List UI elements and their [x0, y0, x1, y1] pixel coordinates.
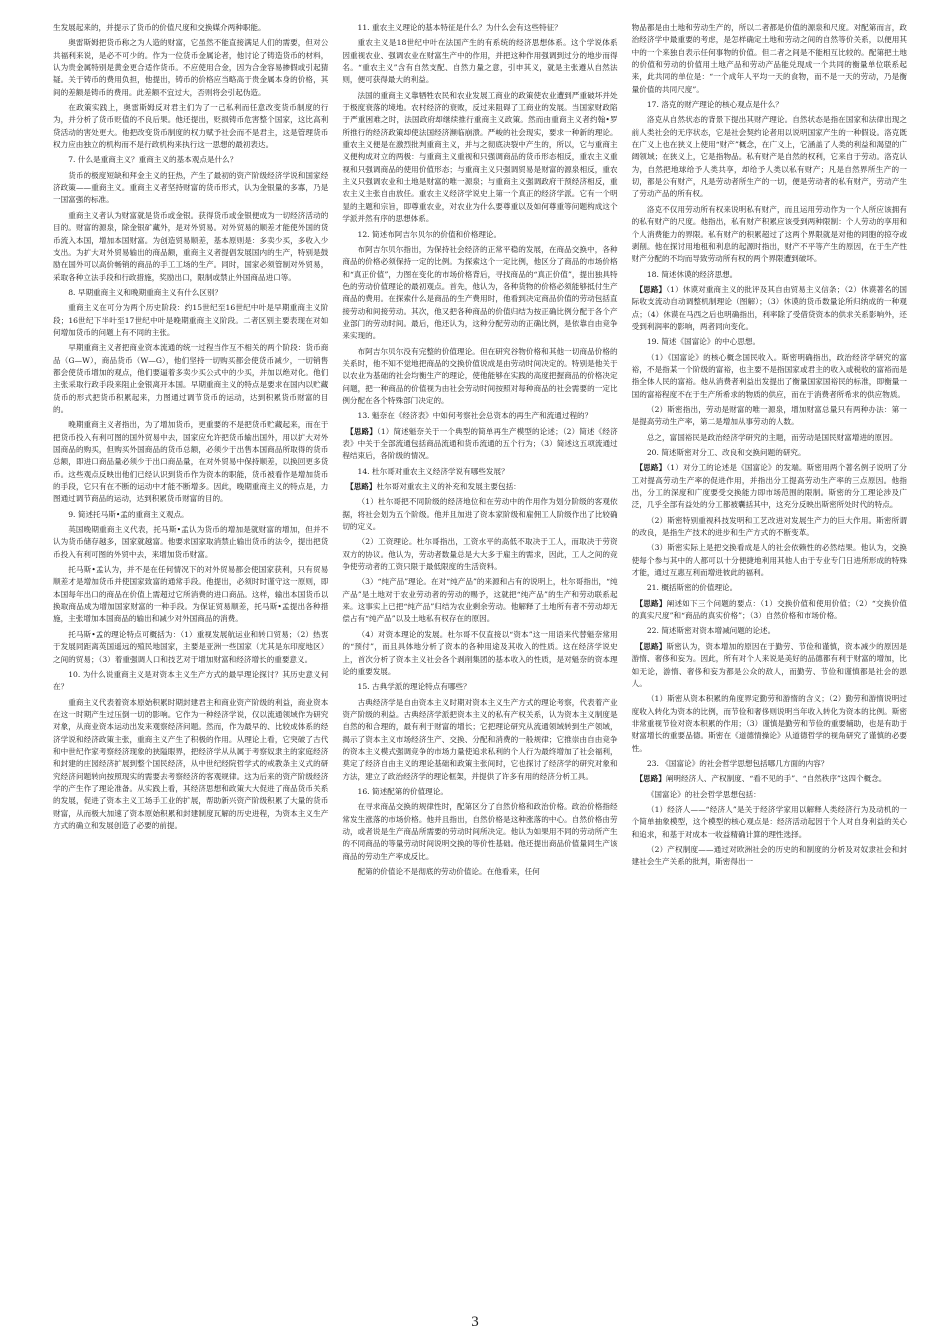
body-paragraph	[632, 404, 907, 429]
body-paragraph	[53, 37, 328, 99]
body-paragraph	[632, 542, 907, 579]
body-paragraph	[342, 536, 617, 573]
question-heading	[632, 625, 907, 637]
paragraph-text: 14. 杜尔哥对重农主义经济学说有哪些发展？	[357, 466, 509, 476]
outline-label: 【思路】	[635, 774, 666, 784]
paragraph-text: 物品都是由土地和劳动生产的，所以二者都是价值的源泉和尺度。对配第而言，政治经济学中最重要的考虑，是怎样确定土地和劳动之间的自然等价关系，以便用其中的一个来独自表示任何事物的价值。但二者之间是不能相互比较的。配第把土地的价值和劳动的价值用土地产品和劳动产品能兑现成一个共同的衡量单位联系起来，此共同的单位是：“一个成年人平均一天的食物，而不是一天的劳动，乃是衡量价值的共同尺度”。	[631, 23, 907, 94]
body-paragraph	[342, 496, 617, 533]
answer-outline	[632, 641, 907, 690]
body-paragraph	[53, 524, 328, 561]
paragraph-text: 英国晚期重商主义代表，托马斯•孟认为货币的增加是就财富的增加，但并不认为货币储存越多，国家就越富。他要求国家取消禁止输出货币的法令，提出把货币投入有利可图的外贸中去，来增加货币财富。	[53, 525, 329, 559]
paragraph-text: 重商主义代表着资本原始积累时期封建君主和商业资产阶级的利益，商业资本在这一时期产生过压倒一切的影响。它作为一种经济学说，仅以流通领域作为研究对象，从商业资本运动出发来观察经济问题。然而，作为最早的、比较成体系的经济学说和经济政策主张，重商主义产生了积极的作用。从理论上看，它突破了古代和中世纪作家考察经济现象的狭隘眼界，把经济学从从属于考察奴隶主的家庭经济和封建的庄园经济扩展到整个国民经济，从中世纪经院哲学式的戒教条主义式的研究经济问题转向按照现实的需要去考察经济的客观规律。这为后来的资产阶级经济学的产生作了理论准备。从实践上看，其经济思想和政策大大促进了商品货币关系的发展，促进了资本主义工场手工业的扩展，帮助新兴资产阶级积累了大量的货币财富，从而极大加速了资本原始积累和封建制度瓦解的历史进程，为资本主义生产方式的确立和发展创造了必要的前提。	[53, 697, 329, 830]
answer-outline	[632, 462, 907, 511]
paragraph-text: （1）经济人——“经济人”是关于经济学家用以解释人类经济行为及动机的一个简单抽象模型，这个模型的核心观点是：经济活动起因于个人对自身利益的关心和追求，和基于对成本一收益精确计算的理性选择。	[631, 804, 907, 839]
body-paragraph	[53, 170, 328, 207]
paragraph-text: 托马斯•孟的理论特点可概括为：（1）重视发展航运业和转口贸易；（2）热衷于发展同距离英国遥远的殖民地国家，主要是亚洲一些国家（尤其是东印度地区）之间的贸易；（3）着重强调人口和技艺对于增加财富和经济增长的重要意义。	[53, 629, 329, 664]
question-heading	[632, 99, 907, 111]
question-heading	[53, 669, 328, 694]
body-paragraph	[53, 419, 328, 505]
outline-label: 【思路】	[346, 426, 377, 436]
body-paragraph	[632, 352, 907, 401]
body-paragraph	[342, 866, 617, 878]
body-paragraph	[53, 564, 328, 626]
text-column-middle	[342, 22, 617, 1312]
paragraph-text: 杜尔哥对重农主义的补充和发展主要包括：	[376, 482, 521, 492]
paragraph-text: 8. 早期重商主义和晚期重商主义有什么区别？	[68, 287, 223, 297]
body-paragraph	[632, 432, 907, 444]
body-paragraph	[342, 244, 617, 343]
text-column-left	[53, 22, 328, 1312]
body-paragraph	[342, 90, 617, 226]
question-heading	[342, 786, 617, 798]
answer-outline	[632, 598, 907, 623]
paragraph-text: 斯密认为，资本增加的原因在于勤劳、节俭和谨慎，资本减少的原因是游惰、奢侈和妄为。因此，所有对个人来说是美好的品德都有利于财富的增加，比如无论，游惰、奢侈和妄为都是公众的敌人，而勤劳、节俭和谨慎都是社会的恩人。	[631, 641, 907, 688]
body-paragraph	[342, 697, 617, 783]
body-paragraph	[53, 342, 328, 416]
body-paragraph	[342, 37, 617, 86]
outline-label: 【思路】	[635, 463, 667, 473]
body-paragraph	[632, 515, 907, 540]
paragraph-text: （2）斯密指出，劳动是财富的唯一源泉，增加财富总量只有两种办法：第一是提高劳动生产率，第二是增加从事劳动的人数。	[631, 404, 907, 427]
paragraph-text: 早期重商主义者把商业资本流通的统一过程当作互不相关的两个阶段：货币商品（G—W），商品货币（W—G），他们坚持一切购买都会使货币减少，一切销售都会使货币增加的观点，他们要逼着多卖少买公式中的少买，并加以绝对化。他们主张采取行政手段来阻止金银离开本国。早期重商主义的特点是要求在国内以贮藏货币的形式把货币积累起来，力图通过调节货币的运动，达到积累货币财富的目的。	[53, 343, 329, 414]
question-heading	[342, 466, 617, 478]
paragraph-text: 布阿吉尔贝尔指出，为保持社会经济的正常平稳的发展，在商品交换中，各种商品的价格必须保持一定的比例。为探索这个一定比例，他区分了商品的市场价格和“真正价值”，力图在变化的市场价格背后，寻找商品的“真正价值”，提出独具特色的劳动价值理论的最初观点。首先，他认为，各种货物的价格必须能够抵付生产商品的费用。在探索什么是商品的生产费用时，他看到决定商品价值的劳动包括直接劳动和间接劳动。其次，他又把各种商品的价值归结为按正确比例分配于各个产业部门的劳动时间。最后，他还认为，这种分配劳动的正确比例，是依靠自由竞争来实现的。	[342, 244, 618, 341]
question-heading	[342, 681, 617, 693]
body-paragraph	[632, 789, 907, 801]
paragraph-text: 货币的极度短缺和拜金主义的狂热，产生了最初的资产阶级经济学说和国家经济政策——重商主义。重商主义者坚持财富的货币形式，认为金银量的多寡，乃是一国富强的标准。	[53, 170, 329, 205]
answer-outline	[342, 481, 617, 493]
paragraph-text: 洛克从自然状态的背景下提出其财产理论。自然状态是指在国家和法律出现之前人类社会的无序状态，它是社会契约论者用以说明国家产生的一种假设。洛克既在广义上也在狭义上使用“财产”概念，在广义上，它涵盖了人类的利益和渴望的广阔领域；在狭义上，它是指物品。私有财产是自然的权利，它来自于劳动。洛克认为，自然把地球给予人类共享，却给予人类以私有财产；凡是自然界所生产的一切，都是公有财产，凡是劳动者所生产的一切，便是劳动者的私有财产，劳动产生了劳动产品的所有权。	[631, 115, 907, 199]
paragraph-text: 7. 什么是重商主义？重商主义的基本观点是什么？	[68, 155, 238, 165]
paragraph-text: 13. 魁奈在《经济表》中如何考察社会总资本的再生产和流通过程的？	[357, 411, 593, 421]
paragraph-text: 重农主义是18世纪中叶在法国产生的有系统的经济思想体系。这个学说体系因重视农业、强调农业在财富生产中的作用，并把这种作用强调到过分的地步而得名。“重农主义”含有自然支配、自然力量之意，引申其义，就是主张遵从自然法则，便可获得最大的利益。	[342, 38, 618, 85]
question-heading	[53, 287, 328, 299]
body-paragraph	[342, 629, 617, 678]
outline-label: 【思路】	[635, 284, 667, 294]
question-heading	[342, 229, 617, 241]
paragraph-text: 法国的重商主义靠牺牲农民和农业发展工商业的政策使农业遭到严重破坏并处于极度衰落的境地。农村经济的衰败，反过来阻碍了工商业的发展。当国家财政陷于严重困难之时，法国政府却继续推行重商主义政策。然而由重商主义者约翰•罗所推行的经济政策却使法国经济濒临崩溃。严峻的社会现实，要求一种新的理论。重农主义便是在激烈批判重商主义，并与之彻底决裂中产生的，所以，它与重商主义便构成对立的两极：与重商主义重视和只强调商品的货币形态相反，重农主义重视和只强调商品的使用价值形态；与重商主义只强调贸易是财富的源泉相反，重农主义只强调农业和土地是财富的唯一源泉；与重商主义强调政府干预经济相反，重农主义主张自由放任。重农主义经济学说史上第一个真正的经济学派。它有一个明显的主题和宗旨，即尊重农业，对农业为什么要尊重以及如何尊重等问题构成这个学派并然有序的思想体系。	[342, 90, 618, 224]
paragraph-text: 古典经济学是自由资本主义时期对资本主义生产方式的理论考察，代表着产业资产阶级的利益。古典经济学派把资本主义的私有产权关系，认为资本主义制度是自然的和合理的，最有利于财富的增长；它把理论研究从流通领域转到生产领域，揭示了资本主义市场经济生产、交换、分配和消费的一般规律；它推崇由自由竞争的资本主义模式强调竞争的市场力量使追求私利的个人行为最终增加了社会福利，莫定了经济自由主义的理论基础和政策主张间时，它也探讨了经济学的研究对象和方法，建立了政治经济学的理论框架，并提供了许多有用的经济分析工具。	[342, 697, 618, 781]
body-paragraph	[53, 697, 328, 833]
answer-outline	[342, 426, 617, 463]
body-paragraph	[632, 204, 907, 266]
paragraph-text: （2）斯密特别重视科技发明和工艺改进对发展生产力的巨大作用。斯密所谓的改良，是指生产技术的进步和生产方式的不断变革。	[631, 515, 907, 538]
question-heading	[632, 582, 907, 594]
paragraph-text: 生发展起来的，并提示了货币的价值尺度和交换媒介两种职能。	[53, 23, 266, 32]
question-heading	[53, 154, 328, 166]
paragraph-text: 19. 简述《国富论》的中心思想。	[646, 337, 761, 347]
paragraph-text: （1）杜尔哥把不同阶级的经济地位和在劳动中的作用作为划分阶级的客观依据，将社会划为五个阶级。他并且加进了资本家阶级和雇佣工人阶级作出了比较确切的定义。	[342, 497, 618, 532]
body-paragraph	[632, 693, 907, 755]
paragraph-text: 阐明经济人、产权制度、“看不见的手”、“自然秩序”这四个概念。	[665, 774, 887, 784]
paragraph-text: 托马斯•孟认为，并不是在任何情况下的对外贸易都会使国家获利，只有贸易顺差才是增加货币并使国家致富的通常手段。他提出，必须时时谨守这一原则，即本国每年出口的商品在价值上需超过它所消费的进口商品。这样，输出本国货币以换取商品成为增加国家财富的一种手段。为保证贸易顺差，托马斯•孟提出各种措施，主张增加本国商品的输出和减少对外国商品的消费。	[53, 565, 329, 624]
paragraph-text: 布阿吉尔贝尔没有完整的价值理论。但在研究谷物价格和其他一切商品价格的关系时，他不知不觉地把商品的交换价值说成是由劳动时间决定的。特别是他关于以农业为基础的社会均衡生产的理论，使他能够在实践的高度把握商品的价格决定问题，把一种商品的价值视为由社会劳动时间按照对每种商品的社会需要的一定比例分配在各个特殊部门决定的。	[342, 346, 618, 405]
paragraph-text: 重商主义在可分为两个历史阶段：约15世纪至16世纪中叶是早期重商主义阶段；16世纪下半叶至17世纪中叶是晚期重商主义阶段。二者区别主要表现在对如何增加货币的问题上有不同的主张。	[53, 303, 329, 337]
question-heading	[342, 410, 617, 422]
body-paragraph	[632, 114, 907, 200]
question-heading	[632, 336, 907, 348]
body-paragraph	[53, 102, 328, 151]
paragraph-text: （3）斯密实际上是把交换看成是人的社会依赖性的必然结果。他认为，交换使每个参与其中的人都可以十分便捷地利用其他人由于专业专门日进所形成的特殊才能，通过互惠互利而增进彼此的福利。	[631, 543, 907, 578]
paragraph-text: 重商主义者认为财富就是货币或金银。获得货币或金银便成为一切经济活动的目的。财富的源泉，除金银矿藏外，是对外贸易。对外贸易的顺差才能使外国的货币流入本国，增加本国财富。为创造贸易顺差，基本原则是：多卖少买，多收入少支出。为扩大对外贸易输出的商品额，重商主义者提倡发展国内的生产，特别是鼓励在国外可以高价畅销的商品的手工工场的生产。同时，国家必须管制对外贸易，采取各种立法手段和行政措施，奖励出口，限制或禁止外国商品进口等。	[53, 210, 329, 282]
body-paragraph	[342, 801, 617, 863]
answer-outline	[632, 773, 907, 785]
paragraph-text: 20. 简述斯密对分工、改良和交换问题的研究。	[646, 448, 806, 457]
answer-outline	[632, 284, 907, 333]
paragraph-text: 在政策实践上，奥雷斯姆反对君主们为了一己私利而任意改变货币制度的行为，并分析了货币贬值的不良后果。他还提出，贬损铸币危害整个国家，这比高利贷活动的害处更大。他把改变货币制度的权力赋予社会而不是君主，这是管理货币权力应由独立的机构而不是行政机构来执行这一思想的最初表达。	[53, 103, 329, 150]
paragraph-text: 23. 《国富论》的社会哲学思想包括哪几方面的内容？	[646, 758, 829, 768]
question-heading	[632, 269, 907, 281]
paragraph-text: （1）休谟对重商主义的批评及其自由贸易主义信条；（2）休谟著名的国际收支流动自动调整机制理论（图解）；（3）休谟的货币数量论所归纳成的一种观点；（4）休谟在马西之后也明确指出，利率除了受借贷资本的供求关系影响外，还受到利润率的影响，两者同向变化。	[631, 284, 907, 331]
paragraph-text: （1）简述魁奈关于一个典型的简单再生产模型的论述；（2）简述《经济表》中关于全部流通包括商品流通和货币流通的五个行为；（3）简述这五项流通过程结束后，各阶级的情况。	[342, 426, 618, 461]
paragraph-text: （1）《国富论》的核心概念国民收入。斯密明确指出，政治经济学研究的富裕，不是指某一个阶级的富裕，也主要不是指国家或君主的收入或税收的富裕而是指全体人民的富裕。他从消费者利益出发提出了衡量国家国裕民的标准，即衡量一国的富裕程度不在于生产所希求的物质的供应，而在于消费者所希求的供应物质。	[631, 352, 907, 399]
paragraph-text: 10. 为什么说重商主义是对资本主义生产方式的最早理论探讨？其历史意义何在？	[53, 669, 329, 692]
paragraph-text: 晚期重商主义者指出，为了增加货币，更重要的不是把货币贮藏起来，而在于把货币投入有利可图的国外贸易中去，国家应允许把货币输出国外，用以扩大对外国商品的购买，但购买外国商品的货币总额，必须少于出售本国商品所取得的货币总额，即进口商品量必须少于出口商品量，在对外贸易中保持顺差，以换回更多货币。这些观点反映出他们已经认识到货币作为资本的职能，货币被看作是增加货币的手段，它只有在不断的运动中才能不断增多。因此，晚期重商主义的特点是，力图通过调节商品的运动，达到积累货币财富的目的。	[53, 420, 329, 504]
body-paragraph	[632, 22, 907, 96]
paragraph-text: 在寻求商品交换的规律性时，配第区分了自然价格和政治价格。政治价格指经常发生涨落的市场价格。他并且指出，自然价格是这种涨落的中心。自然价格由劳动，或者说是生产商品所需要的劳动时间所决定。他认为如果用不同的劳动所产生的不同商品的等量劳动时间说明交换的等价性基础。他还提出商品价值量同生产该商品的劳动生产率成反比。	[342, 802, 618, 861]
paragraph-text: 22. 简述斯密对资本增减问题的论述。	[646, 626, 776, 636]
paragraph-text: 阐述如下三个问题的要点：（1）交换价值和使用价值；（2）“交换价值的真实尺度”和“商品的真实价格”；（3）自然价格和市场价格。	[631, 598, 907, 621]
paragraph-text: 16. 简述配第的价值理论。	[357, 786, 448, 796]
paragraph-text: 15. 古典学派的理论特点有哪些？	[357, 682, 471, 692]
question-heading	[632, 447, 907, 459]
body-paragraph	[53, 210, 328, 284]
page-number: 3	[471, 1314, 479, 1330]
paragraph-text: 11. 重农主义理论的基本特征是什么？为什么会有这些特征？	[357, 23, 562, 32]
outline-label: 【思路】	[635, 641, 667, 651]
paragraph-text: 奥雷斯姆把货币称之为人造的财富，它虽然不能直接满足人们的需要，但对公共福利来说，是必不可少的。作为一位货币金属论者，他讨论了铸造货币的材料，认为贵金属特别是黄金更合适作货币。不应使用合金，因为合金容易掺假或引起猜疑。关于铸币的费用负担，他提出，铸币的价格应当略高于贵金属本身的价格，其间的差额是铸币的费用。此差额不宜过大，否则将会引起伪造。	[53, 38, 329, 97]
paragraph-text: 17. 洛克的财产理论的核心观点是什么？	[646, 100, 783, 110]
paragraph-text: 配第的价值论不是彻底的劳动价值论。在他看来，任何	[357, 867, 540, 876]
document-page	[53, 22, 907, 1312]
body-paragraph	[632, 804, 907, 841]
paragraph-text: 12. 简述布阿吉尔贝尔的价值和价格理论。	[357, 229, 502, 239]
text-column-right	[632, 22, 907, 1312]
question-heading	[53, 509, 328, 521]
body-paragraph	[342, 576, 617, 625]
paragraph-text: （4）对资本理论的发展。杜尔哥不仅直接以“资本”这一用语来代替魁奈常用的“预付”，而且具体地分析了资本的各种用途及其收入的性质。这在经济学说史上，首次分析了资本主义社会各个剥削集团的基本收入的性质，是对魁奈的资本理论的重要发展。	[342, 629, 618, 676]
paragraph-text: （1）对分工的论述是《国富论》的发端。斯密用两个著名例子说明了分工对提高劳动生产率的促进作用，并指出分工提高劳动生产率的三点原因。他指出，分工的深度和广度要受交换能力即市场范围的限制。斯密的分工理论涉及广泛，几乎全部有益处的分工都被囊括其中，这充分反映出斯密所处时代的特点。	[631, 463, 907, 510]
paragraph-text: （3）“纯产品”理论。在对“纯产品”的来源和占有的说明上，杜尔哥指出，“纯产品”是土地对于农业劳动者的劳动的赐予，这就把“纯产品”的生产和劳动联系起来。这事实上已把“纯产品”归结为农业剩余劳动。他解释了土地所有者不劳动却无偿占有“纯产品”以及土地私有权存在的原因。	[342, 577, 618, 624]
body-paragraph	[53, 22, 328, 34]
paragraph-text: 9. 简述托马斯•孟的重商主义观点。	[68, 509, 189, 519]
body-paragraph	[53, 302, 328, 339]
body-paragraph	[53, 629, 328, 666]
body-paragraph	[632, 844, 907, 869]
paragraph-text: （2）产权制度——通过对欧洲社会的历史的和制度的分析及对奴隶社会和封建社会生产关系的批判，斯密得出一	[631, 844, 907, 867]
outline-label: 【思路】	[635, 598, 667, 608]
paragraph-text: （1）斯密从资本积累的角度界定勤劳和游惰的含义；（2）勤劳和游惰说明过度收入转化为资本的比例，而节俭和奢侈则说明当年收入转化为资本的比例。斯密非常重视节俭对资本积累的作用；（3）谨慎是勤劳和节俭的重要辅助，也是有助于财富增长的重要品德。斯密在《道德情操论》从道德哲学的视角研究了谨慎的必要性。	[631, 694, 907, 753]
paragraph-text: 洛克不仅用劳动所有权来说明私有财产，而且运用劳动作为一个人所应该拥有的私有财产的尺度。他指出，私有财产积累应该受到两种限制：个人劳动的享用和个人消费能力的界限。私有财产的积累超过了这两个界限就是对他的同胞的掠夺或剥削。他在探讨用地租和利息的起源时指出，财产不平等产生的原因，在于生产性财产分配的不均而导致劳动所有权的两个界限遭到破坏。	[631, 204, 907, 264]
question-heading	[342, 22, 617, 34]
paragraph-text: 18. 简述休谟的经济思想。	[646, 269, 738, 279]
paragraph-text: 21. 概括斯密的价值理论。	[646, 583, 738, 593]
outline-label: 【思路】	[346, 482, 377, 492]
paragraph-text: 《国富论》的社会哲学思想包括：	[646, 789, 761, 799]
paragraph-text: （2）工资理论。杜尔哥指出，工资水平的高低不取决于工人，而取决于劳资双方的协议。他认为，劳动者数量总是大大多于雇主的需求，因此，工人之间的竞争使劳动者的工资只限于最低限度的生活资料。	[342, 537, 618, 572]
paragraph-text: 总之，富国裕民是政治经济学研究的主题，而劳动是国民财富增进的原因。	[646, 432, 898, 442]
body-paragraph	[342, 346, 617, 408]
question-heading	[632, 758, 907, 770]
